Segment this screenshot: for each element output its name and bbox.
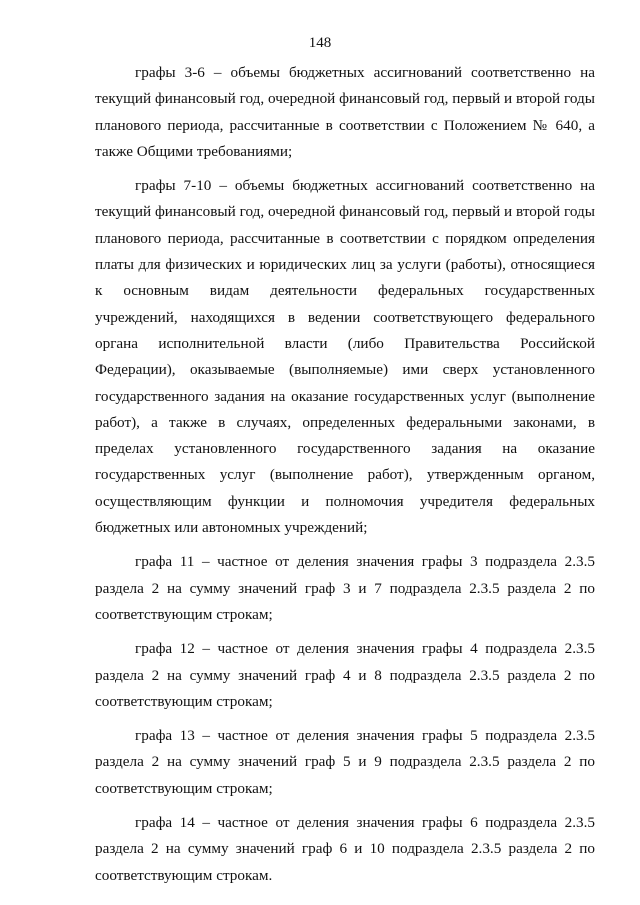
- paragraph-graphs-3-6: графы 3-6 – объемы бюджетных ассигнований соответственно на текущий финансовый год, очередной финансовый год, первый и второй годы планового периода, рассчитанные в соответствии с Положением № 640, а также Общими требованиями;: [95, 64, 595, 160]
- paragraph-graph-12: графа 12 – частное от деления значения графы 4 подраздела 2.3.5 раздела 2 на сумму значений граф 4 и 8 подраздела 2.3.5 раздела 2 по соответствующим строкам;: [95, 640, 595, 710]
- paragraph-graph-13: графа 13 – частное от деления значения графы 5 подраздела 2.3.5 раздела 2 на сумму значений граф 5 и 9 подраздела 2.3.5 раздела 2 по соответствующим строкам;: [95, 727, 595, 797]
- page-number: 148: [308, 35, 332, 51]
- paragraph-graphs-7-10: графы 7-10 – объемы бюджетных ассигнований соответственно на текущий финансовый год, очередной финансовый год, первый и второй годы планового периода, рассчитанные в соответствии с порядком определения платы для физических и юридических лиц за услуги (работы), относящиеся к основным видам деятельности федеральных государственных учреждений, находящихся в ведении соответствующего федерального органа исполнительной власти (либо Правительства Российской Федерации), оказываемые (выполняемые) ими сверх установленного государственного задания на оказание государственных услуг (выполнение работ), а также в случаях, определенных федеральными законами, в пределах установленного государственного задания на оказание государственных услуг (выполнение работ), утвержденным органом, осуществляющим функции и полномочия учредителя федеральных бюджетных или автономных учреждений;: [95, 177, 595, 537]
- document-body: [95, 60, 595, 897]
- paragraph-graph-11: графа 11 – частное от деления значения графы 3 подраздела 2.3.5 раздела 2 на сумму значений граф 3 и 7 подраздела 2.3.5 раздела 2 по соответствующим строкам;: [95, 553, 595, 623]
- paragraph-graph-14: графа 14 – частное от деления значения графы 6 подраздела 2.3.5 раздела 2 на сумму значений граф 6 и 10 подраздела 2.3.5 раздела 2 по соответствующим строкам.: [95, 814, 595, 884]
